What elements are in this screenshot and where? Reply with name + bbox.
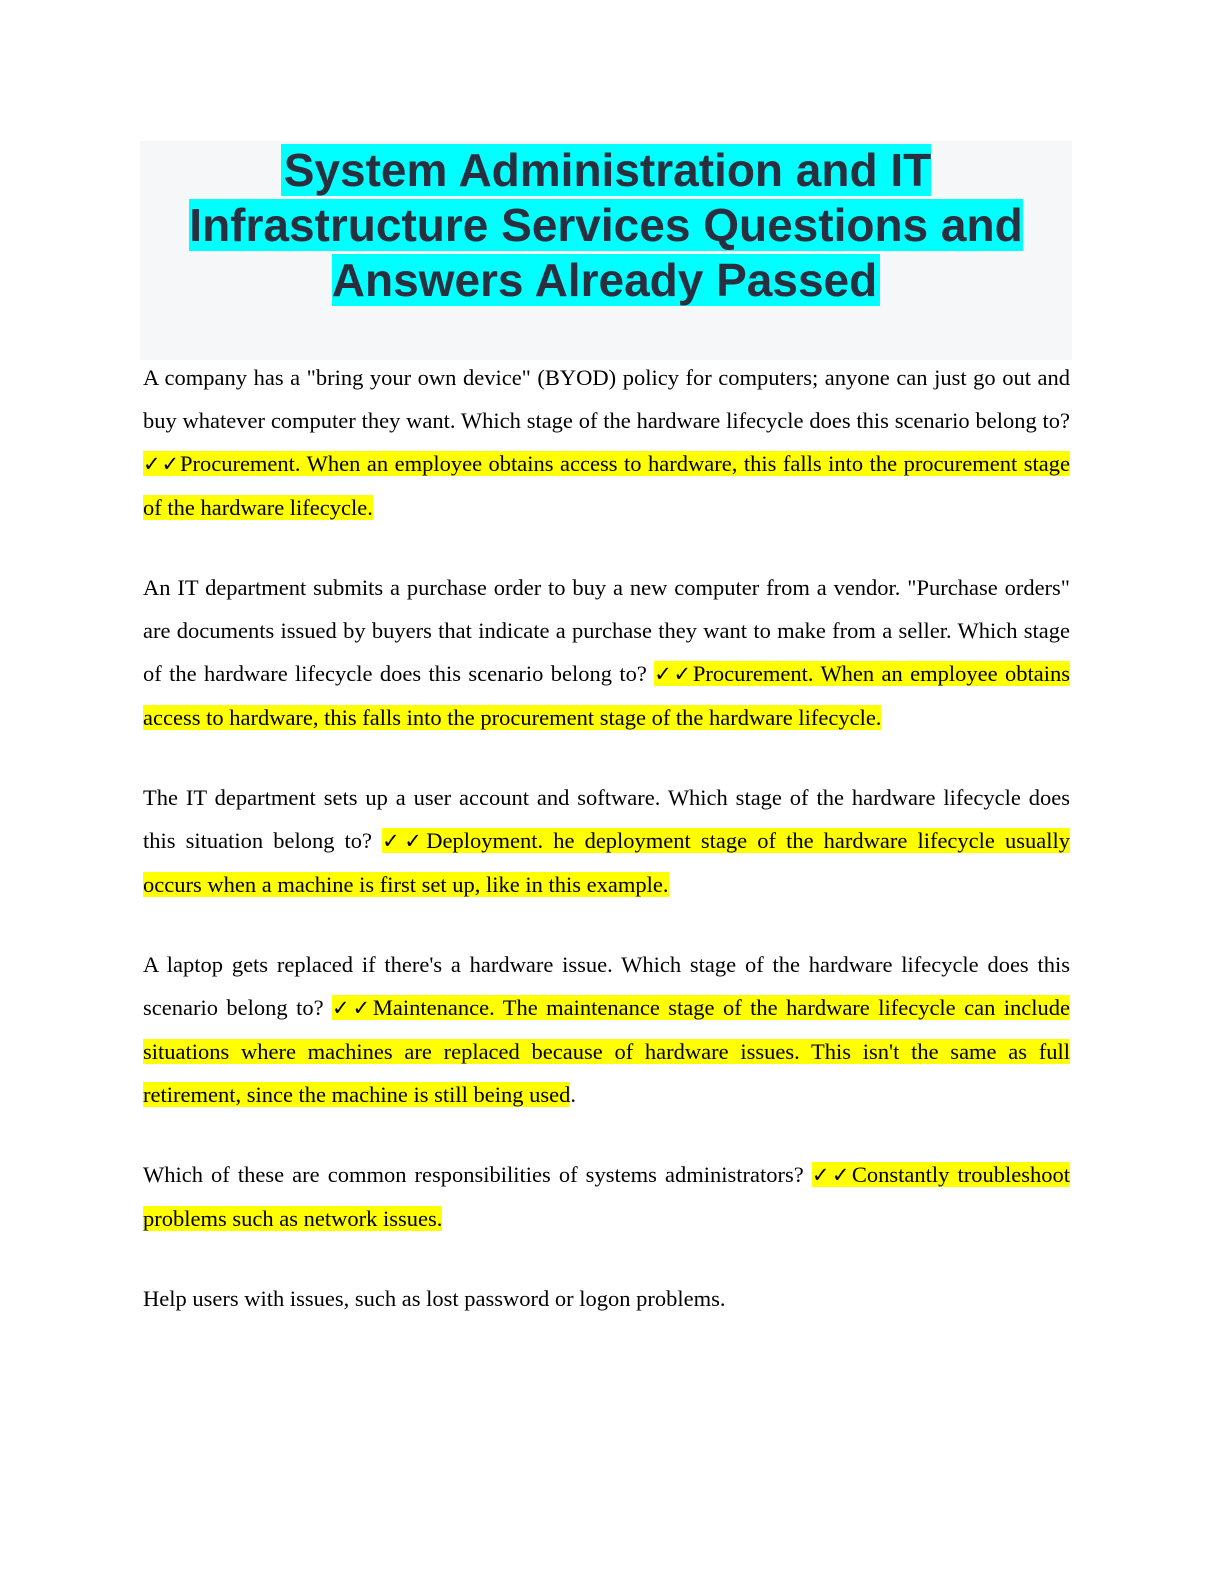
qa-item-4 <box>143 943 1070 1116</box>
double-check-icon: ✓✓ <box>332 996 373 1020</box>
double-check-icon: ✓✓ <box>654 662 693 686</box>
double-check-icon: ✓✓ <box>143 452 180 476</box>
question-text: Which of these are common responsibilities of systems administrators? <box>143 1162 812 1187</box>
answer-text: Constantly troubleshoot problems such as network issues. <box>143 1162 1070 1231</box>
answer-text: Procurement. When an employee obtains access to hardware, this falls into the procurement stage of the hardware lifecycle. <box>143 661 1070 730</box>
document-body <box>143 356 1070 1357</box>
document-title-text: System Administration and IT Infrastructure Services Questions and Answers Already Passed <box>189 144 1023 306</box>
document-title <box>140 141 1072 308</box>
qa-item-2 <box>143 566 1070 739</box>
trailing-text: . <box>570 1082 577 1107</box>
qa-item-5 <box>143 1153 1070 1240</box>
answer-text: Procurement. When an employee obtains access to hardware, this falls into the procurement stage of the hardware lifecycle. <box>143 451 1070 520</box>
double-check-icon: ✓✓ <box>811 1163 852 1187</box>
question-text: An IT department submits a purchase order to buy a new computer from a vendor. "Purchase orders" are documents issued by buyers that indicate a purchase they want to make from a seller. Which stage of the hardware lifecycle does this scenario belong to? <box>143 575 1070 686</box>
extra-paragraph: Help users with issues, such as lost password or logon problems. <box>143 1286 726 1311</box>
question-text: The IT department sets up a user account and software. Which stage of the hardware lifecycle does this situation belong to? <box>143 785 1070 853</box>
qa-item-1 <box>143 356 1070 529</box>
title-box <box>140 141 1072 360</box>
answer-highlight <box>143 451 1070 520</box>
double-check-icon: ✓✓ <box>382 829 427 853</box>
qa-item-3 <box>143 776 1070 906</box>
answer-text: Maintenance. The maintenance stage of the hardware lifecycle can include situations where machines are replaced because of hardware issues. This isn't the same as full retirement, since the machine is still being used <box>143 995 1071 1107</box>
question-text: A company has a "bring your own device" (BYOD) policy for computers; anyone can just go out and buy whatever computer they want. Which stage of the hardware lifecycle does this scenario belong to? <box>143 365 1070 433</box>
question-text: A laptop gets replaced if there's a hardware issue. Which stage of the hardware lifecycle does this scenario belong to? <box>143 952 1070 1020</box>
answer-text: Deployment. he deployment stage of the hardware lifecycle usually occurs when a machine is first set up, like in this example. <box>143 828 1070 897</box>
